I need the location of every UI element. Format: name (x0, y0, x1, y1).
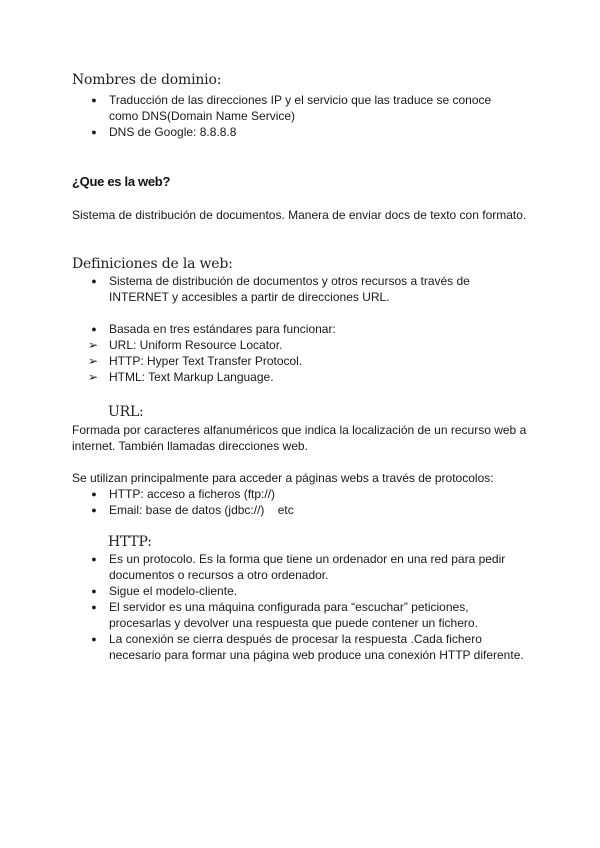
bullet-icon: ● (91, 505, 97, 515)
list-item: ● Sistema de distribución de documentos y otros recursos a través de INTERNET y accesibles a partir de direcciones URL. (72, 273, 512, 305)
list-item: ● Traducción de las direcciones IP y el servicio que las traduce se conoce como DNS(Domain Name Service) (72, 92, 512, 124)
list-item: ● HTTP: acceso a ficheros (ftp://) (72, 486, 512, 502)
heading-que-es-la-web: ¿Que es la web? (72, 174, 171, 189)
list-item: ➢ HTTP: Hyper Text Transfer Protocol. (87, 354, 303, 368)
bullet-icon: ● (91, 324, 97, 334)
list-item: ➢ HTML: Text Markup Language. (87, 370, 274, 384)
list-item: ● El servidor es una máquina configurada para “escuchar” peticiones, procesarlas y devolver una respuesta que puede contener un fichero. (72, 599, 532, 631)
heading-definiciones: Definiciones de la web: (72, 256, 233, 272)
list-nombres (72, 92, 512, 140)
bullet-icon: ● (91, 489, 97, 499)
bullet-icon: ● (91, 586, 97, 596)
spacer (72, 305, 512, 321)
arrow-bullet-icon: ➢ (87, 370, 99, 384)
list-definiciones (72, 273, 512, 385)
bullet-icon: ● (91, 276, 97, 286)
bullet-icon: ● (91, 554, 97, 564)
paragraph-url-1: Formada por caracteres alfanuméricos que indica la localización de un recurso web a internet. También llamadas direcciones web. (72, 423, 527, 453)
paragraph-que-es: Sistema de distribución de documentos. Manera de enviar docs de texto con formato. (72, 208, 527, 222)
arrow-bullet-icon: ➢ (87, 354, 99, 368)
heading-http: HTTP: (108, 534, 152, 550)
list-http (72, 551, 532, 663)
bullet-icon: ● (91, 95, 97, 105)
paragraph-url-2: Se utilizan principalmente para acceder a páginas webs a través de protocolos: (72, 471, 494, 485)
bullet-icon: ● (91, 127, 97, 137)
heading-nombres-de-dominio: Nombres de dominio: (72, 72, 222, 88)
list-item: ● Email: base de datos (jdbc://) etc (72, 502, 512, 518)
list-item: ● Basada en tres estándares para funcionar: (72, 321, 512, 337)
list-item: ● La conexión se cierra después de procesar la respuesta .Cada fichero necesario para formar una página web produce una conexión HTTP diferente. (72, 631, 532, 663)
list-url (72, 486, 512, 518)
arrow-bullet-icon: ➢ (87, 338, 99, 352)
heading-url: URL: (108, 404, 144, 420)
list-item: ● DNS de Google: 8.8.8.8 (72, 124, 512, 140)
list-item: ● Sigue el modelo-cliente. (72, 583, 532, 599)
list-item: ● Es un protocolo. Es la forma que tiene un ordenador en una red para pedir documentos o recursos a otro ordenador. (72, 551, 532, 583)
list-item: ➢ URL: Uniform Resource Locator. (87, 338, 283, 352)
bullet-icon: ● (91, 634, 97, 644)
bullet-icon: ● (91, 602, 97, 612)
